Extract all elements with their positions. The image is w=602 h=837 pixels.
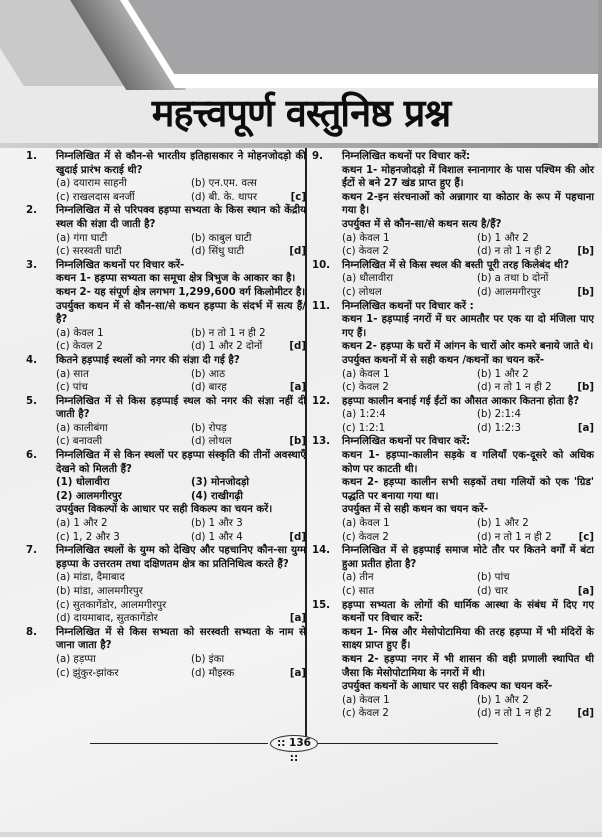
statement: कथन 1- हड़प्पा-कालीन सड़के व गलियाँ एक-दूसरे को अधिक कोण पर काटती थी। bbox=[342, 450, 594, 475]
option: (b) 1 और 2 bbox=[477, 694, 529, 706]
option: (b) 2:1:4 bbox=[477, 409, 521, 421]
question-5 bbox=[26, 395, 306, 449]
spacer bbox=[276, 177, 306, 191]
item: (1) धोलावीरा bbox=[56, 477, 110, 489]
answer-key: [b] bbox=[577, 246, 594, 258]
statement: उपर्युक्त विकल्पों के आधार पर सही विकल्प का चयन करें। bbox=[56, 504, 273, 516]
question-11 bbox=[312, 300, 594, 395]
spacer bbox=[276, 585, 306, 599]
option: (c) सुतकागेंडोर, आलमगीरपुर bbox=[56, 599, 167, 611]
statement: कथन 2- हड़प्पा कालीन सभी सड़कों तथा गलियों को एक 'ग्रिड' पद्धति पर बनाया गया था। bbox=[342, 477, 594, 502]
answer-key: [d] bbox=[289, 531, 306, 543]
answer-key: [a] bbox=[577, 422, 594, 434]
option: (a) मांडा, दैमाबाद bbox=[56, 572, 125, 584]
question-number: 3. bbox=[26, 259, 37, 271]
spacer bbox=[564, 694, 594, 708]
option: (c) केवल 2 bbox=[342, 531, 389, 543]
spacer bbox=[276, 327, 306, 341]
question-14 bbox=[312, 544, 594, 598]
option: (c) 1, 2 और 3 bbox=[56, 531, 120, 543]
question-number: 13. bbox=[312, 436, 331, 448]
spacer bbox=[564, 272, 594, 286]
option: (c) 1:2:1 bbox=[342, 422, 386, 434]
option: (d) लोथल bbox=[191, 436, 232, 448]
options bbox=[56, 368, 306, 395]
answer-key: [b] bbox=[577, 382, 594, 394]
spacer bbox=[276, 368, 306, 382]
options bbox=[56, 653, 306, 680]
option: (a) सात bbox=[56, 368, 89, 380]
option: (c) सरस्वती घाटी bbox=[56, 246, 122, 258]
option: (a) गंगा घाटी bbox=[56, 232, 108, 244]
question-number: 15. bbox=[312, 599, 331, 611]
option: (d) न तो 1 न ही 2 bbox=[477, 531, 552, 543]
option: (d) बारह bbox=[191, 382, 227, 394]
options bbox=[56, 571, 306, 625]
header-banner bbox=[0, 0, 602, 148]
answer-key: [b] bbox=[577, 286, 594, 298]
statement: कथन 2- यह संपूर्ण क्षेत्र लगभग 1,299,600 वर्ग किलोमीटर है। bbox=[56, 286, 306, 298]
item: (3) मोनजोदड़ो bbox=[191, 477, 250, 489]
left-column bbox=[26, 150, 306, 680]
option: (b) इंका bbox=[191, 653, 225, 665]
options bbox=[342, 272, 594, 299]
option: (d) दायमाबाद, सुतकागेंडोर bbox=[56, 613, 158, 625]
question-items bbox=[56, 476, 306, 503]
spacer bbox=[276, 476, 306, 490]
option: (a) हड़प्पा bbox=[56, 653, 96, 665]
answer-key: [a] bbox=[289, 667, 306, 679]
question-number: 8. bbox=[26, 626, 37, 638]
options bbox=[342, 368, 594, 395]
spacer bbox=[276, 490, 306, 504]
question-text: निम्नलिखित स्थलों के युग्म को देखिए और पहचानिए कौन-सा युग्म हड़प्पा के उत्तरतम तथा दक्षिणतम क्षेत्र का प्रतिनिधित्व करते हैं? bbox=[56, 545, 306, 570]
option: (d) 1:2:3 bbox=[477, 422, 521, 434]
question-text: कितने हड़प्पाई स्थलों को नगर की संज्ञा दी गई है? bbox=[56, 354, 240, 366]
option: (a) केवल 1 bbox=[342, 518, 390, 530]
question-number: 1. bbox=[26, 151, 37, 162]
statement: उपर्युक्त कथनों के आधार पर सही विकल्प का चयन करें- bbox=[342, 681, 553, 693]
statement: कथन 1- मिस्र और मेसोपोटामिया की तरह हड़प्पा में भी मंदिरों के साक्ष्य प्राप्त हुए हैं। bbox=[342, 626, 594, 652]
option: (b) एन.एम. वत्स bbox=[191, 178, 257, 190]
footer-rule-left bbox=[90, 743, 268, 744]
spacer bbox=[276, 422, 306, 436]
option: (b) रोपड़ bbox=[191, 422, 227, 434]
option: (b) a तथा b दोनों bbox=[477, 273, 549, 285]
question-text: निम्नलिखित में से किस स्थल की बस्ती पूरी तरह किलेबंद थी? bbox=[342, 259, 569, 271]
question-number: 2. bbox=[26, 205, 37, 217]
spacer bbox=[564, 517, 594, 531]
question-7 bbox=[26, 544, 306, 626]
bottom-strip bbox=[0, 832, 602, 837]
option: (b) आठ bbox=[191, 368, 225, 380]
option: (d) न तो 1 न ही 2 bbox=[477, 246, 552, 258]
question-number: 10. bbox=[312, 259, 331, 271]
option: (d) मौइस्क bbox=[191, 667, 235, 679]
question-text: निम्नलिखित कथनों पर विचार करें: bbox=[342, 151, 471, 162]
question-text: निम्नलिखित में से परिपक्व हड़प्पा सभ्यता के किस स्थान को केंद्रीय स्थल की संज्ञा दी जाती है? bbox=[56, 205, 306, 230]
options bbox=[342, 232, 594, 259]
question-2 bbox=[26, 204, 306, 258]
question-number: 14. bbox=[312, 545, 331, 557]
option: (d) 1 और 4 bbox=[191, 531, 243, 543]
statement: उपर्युक्त में से कौन-सा/से कथन सत्य है/हैं? bbox=[342, 218, 502, 230]
option: (d) सिंधु घाटी bbox=[191, 246, 245, 258]
question-10 bbox=[312, 259, 594, 300]
item: (2) आलमगीरपुर bbox=[56, 490, 122, 502]
question-number: 12. bbox=[312, 395, 331, 407]
question-15 bbox=[312, 599, 594, 721]
option: (a) कालीबंगा bbox=[56, 422, 108, 434]
answer-key: [c] bbox=[578, 531, 594, 543]
options bbox=[342, 408, 594, 435]
question-9 bbox=[312, 150, 594, 259]
statement: उपर्युक्त में से सही कथन का चयन करें- bbox=[342, 504, 488, 516]
spacer bbox=[564, 232, 594, 246]
options bbox=[56, 422, 306, 449]
question-text: निम्नलिखित में से किस हड़प्पाई स्थल को नगर की संज्ञा नहीं दी जाती है? bbox=[56, 395, 306, 421]
spacer bbox=[276, 571, 306, 585]
question-text: हड़प्पा सभ्यता के लोगों की धार्मिक आस्था के संबंध में दिए गए कथनों पर विचार करें: bbox=[342, 599, 594, 625]
option: (c) केवल 2 bbox=[56, 341, 103, 353]
question-3 bbox=[26, 259, 306, 354]
option: (c) केवल 2 bbox=[342, 382, 389, 394]
option: (a) धौलावीरा bbox=[342, 273, 393, 285]
options bbox=[342, 571, 594, 598]
question-6 bbox=[26, 449, 306, 544]
statement: उपर्युक्त कथनों में से सही कथन /कथनों का चयन करें- bbox=[342, 354, 545, 366]
statement: कथन 2-इन संरचनाओं को अन्नागार या कोठार के रूप में पहचाना गया है। bbox=[342, 191, 594, 217]
statement: कथन 1- हड़प्पा सभ्यता का समूचा क्षेत्र त्रिभुज के आकार का है। bbox=[56, 273, 296, 285]
right-column bbox=[312, 150, 594, 721]
spacer bbox=[276, 232, 306, 246]
option: (a) केवल 1 bbox=[342, 694, 390, 706]
question-text: निम्नलिखित में से किन स्थलों पर हड़प्पा संस्कृति की तीनों अवस्थाएँ देखने को मिलती हैं? bbox=[56, 450, 306, 475]
option: (a) तीन bbox=[342, 572, 374, 584]
option: (b) पांच bbox=[477, 572, 510, 584]
option: (a) 1 और 2 bbox=[56, 518, 108, 530]
option: (c) राखलदास बनर्जी bbox=[56, 191, 135, 203]
answer-key: [a] bbox=[577, 586, 594, 597]
option: (c) बनावली bbox=[56, 436, 103, 448]
question-text: निम्नलिखित में से कौन-से भारतीय इतिहासकार ने मोहनजोदड़ो की खुदाई प्रारंभ कराई थी? bbox=[56, 151, 306, 176]
option: (c) लोथल bbox=[342, 286, 382, 298]
option: (d) आलमगीरपुर bbox=[477, 286, 541, 298]
question-text: निम्नलिखित में से किस सभ्यता को सरस्वती सभ्यता के नाम से जाना जाता है? bbox=[56, 626, 306, 652]
options bbox=[56, 232, 306, 259]
option: (b) 1 और 2 bbox=[477, 232, 529, 244]
question-12 bbox=[312, 395, 594, 436]
question-text: निम्नलिखित कथनों पर विचार करें : bbox=[342, 300, 474, 312]
option: (a) केवल 1 bbox=[342, 368, 390, 380]
statement: कथन 1- मोहनजोदड़ो में विशाल स्नानागार के पास पश्चिम की ओर ईंटों से बने 27 खंड प्राप्त हुए हैं। bbox=[342, 164, 594, 190]
statement: कथन 1- हड़प्पाई नगरों में घर आमतौर पर एक या दो मंजिला पाए गए हैं। bbox=[342, 314, 594, 339]
option: (b) काबुल घाटी bbox=[191, 232, 252, 244]
option: (d) बी. के. थापर bbox=[191, 191, 257, 203]
option: (a) दयाराम साहनी bbox=[56, 178, 127, 190]
question-8 bbox=[26, 626, 306, 680]
options bbox=[56, 327, 306, 354]
option: (c) पांच bbox=[56, 382, 88, 394]
answer-key: [a] bbox=[289, 382, 306, 394]
question-text: हड़प्पा कालीन बनाई गई ईंटों का औसत आकार कितना होता है? bbox=[342, 395, 580, 407]
options bbox=[342, 517, 594, 544]
question-13 bbox=[312, 435, 594, 544]
spacer bbox=[276, 599, 306, 613]
question-number: 4. bbox=[26, 354, 37, 366]
option: (c) केवल 2 bbox=[342, 246, 389, 258]
option: (d) न तो 1 न ही 2 bbox=[477, 382, 552, 394]
option: (c) सात bbox=[342, 586, 375, 597]
question-number: 5. bbox=[26, 395, 37, 407]
options bbox=[56, 517, 306, 544]
question-1 bbox=[26, 150, 306, 204]
option: (d) न तो 1 न ही 2 bbox=[477, 708, 552, 720]
option: (c) झुंकुर-झांकर bbox=[56, 667, 119, 679]
option: (c) केवल 2 bbox=[342, 708, 389, 720]
answer-key: [a] bbox=[289, 613, 306, 625]
options bbox=[56, 177, 306, 204]
spacer bbox=[564, 408, 594, 422]
question-4 bbox=[26, 354, 306, 395]
option: (b) 1 और 2 bbox=[477, 518, 529, 530]
spacer bbox=[276, 653, 306, 667]
option: (a) केवल 1 bbox=[56, 327, 104, 339]
footer-rule-right bbox=[318, 743, 498, 744]
question-text: निम्नलिखित में से हड़प्पाई समाज मोटे तौर पर कितने वर्गों में बंटा हुआ प्रतीत होता है? bbox=[342, 545, 594, 570]
item: (4) राखीगढ़ी bbox=[191, 490, 243, 502]
answer-key: [c] bbox=[290, 191, 306, 203]
answer-key: [d] bbox=[577, 708, 594, 720]
option: (b) न तो 1 न ही 2 bbox=[191, 327, 266, 339]
options bbox=[342, 694, 594, 721]
answer-key: [b] bbox=[289, 436, 306, 448]
option: (b) 1 और 3 bbox=[191, 518, 243, 530]
page-number: :: 136 :: bbox=[270, 735, 318, 752]
option: (d) 1 और 2 दोनों bbox=[191, 341, 263, 353]
option: (a) 1:2:4 bbox=[342, 409, 386, 421]
spacer bbox=[564, 571, 594, 585]
option: (d) चार bbox=[477, 586, 508, 597]
answer-key: [d] bbox=[289, 246, 306, 258]
page-title: महत्त्वपूर्ण वस्तुनिष्ठ प्रश्न bbox=[151, 91, 451, 135]
question-text: निम्नलिखित कथनों पर विचार करें- bbox=[56, 259, 185, 271]
question-number: 9. bbox=[312, 151, 323, 162]
question-number: 6. bbox=[26, 450, 37, 462]
spacer bbox=[564, 368, 594, 382]
statement: उपर्युक्त कथन में से कौन-सा/से कथन हड़प्पा के संदर्भ में सत्य हैं/ है? bbox=[56, 300, 306, 326]
option: (b) मांडा, आलमगीरपुर bbox=[56, 586, 143, 597]
spacer bbox=[276, 517, 306, 531]
question-number: 11. bbox=[312, 300, 331, 312]
statement: कथन 2- हड़प्पा के घरों में आंगन के चारों ओर कमरे बनाये जाते थे। bbox=[342, 341, 594, 353]
option: (a) केवल 1 bbox=[342, 232, 390, 244]
answer-key: [d] bbox=[289, 341, 306, 353]
question-number: 7. bbox=[26, 545, 37, 557]
statement: कथन 2- हड़प्पा नगर में भी शासन की वही प्रणाली स्थापित थी जैसा कि मेसोपोटामिया के नगरों में थी। bbox=[342, 653, 594, 679]
question-text: निम्नलिखित कथनों पर विचार करें: bbox=[342, 436, 471, 448]
option: (b) 1 और 2 bbox=[477, 368, 529, 380]
